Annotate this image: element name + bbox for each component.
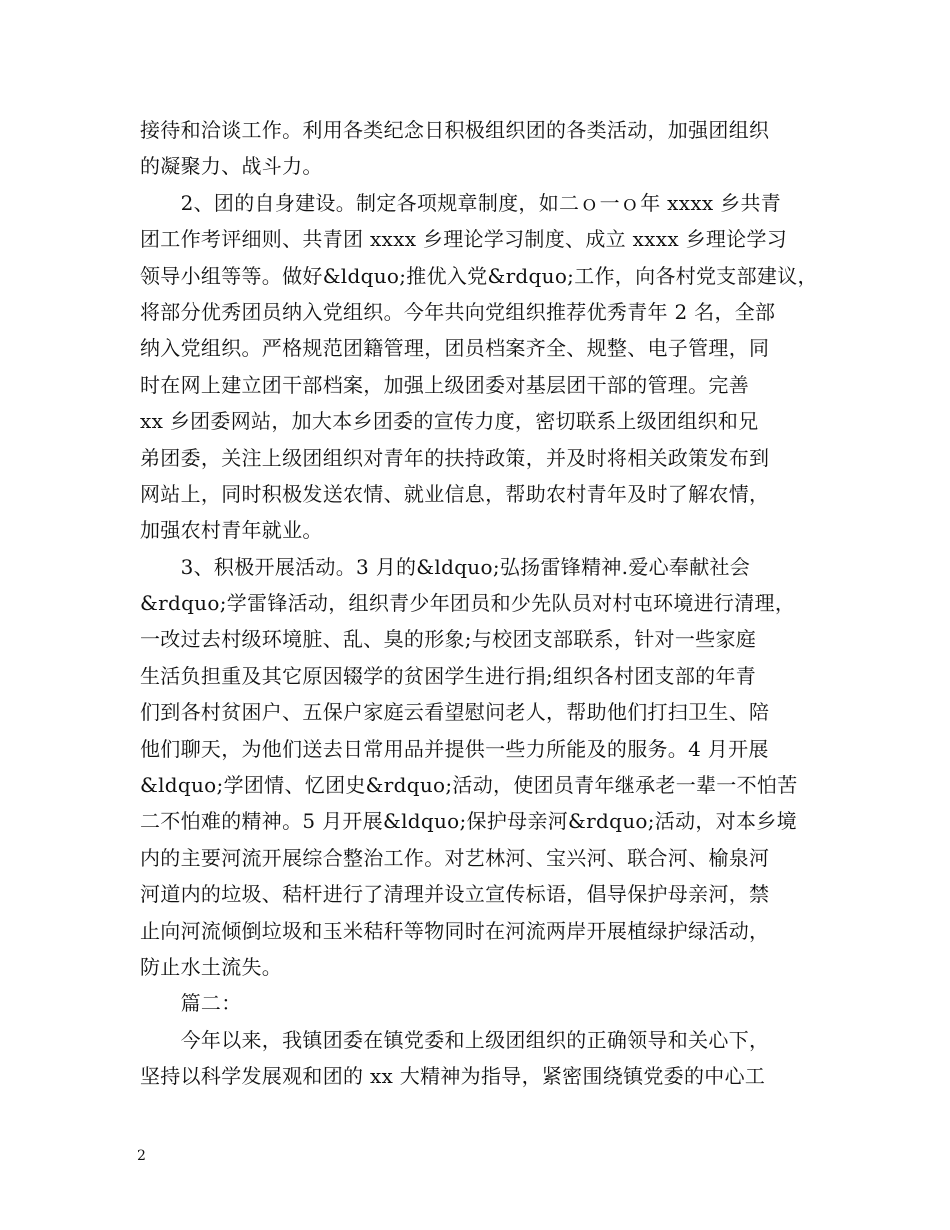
text-line: 内的主要河流开展综合整治工作。对艺林河、宝兴河、联合河、榆泉河 [140,845,770,870]
text-line: 的凝聚力、战斗力。 [140,154,323,179]
text-line: 河道内的垃圾、秸杆进行了清理并设立宣传标语，倡导保护母亲河，禁 [140,882,770,907]
text-line: 们到各村贫困户、五保户家庭云看望慰问老人，帮助他们打扫卫生、陪 [140,700,770,725]
text-line: 今年以来，我镇团委在镇党委和上级团组织的正确领导和关心下， [140,1027,770,1052]
text-line: 止向河流倾倒垃圾和玉米秸秆等物同时在河流两岸开展植绿护绿活动， [140,918,770,943]
text-line: 加强农村青年就业。 [140,518,323,543]
text-line: 2、团的自身建设。制定各项规章制度，如二ｏ一ｏ年 xxxx 乡共青 [140,190,782,215]
page-number: 2 [137,1148,146,1164]
text-line: &rdquo;学雷锋活动，组织青少年团员和少先队员对村屯环境进行清理， [140,591,796,616]
text-line: 领导小组等等。做好&ldquo;推优入党&rdquo;工作，向各村党支部建议， [140,263,818,288]
text-line: 二不怕难的精神。5 月开展&ldquo;保护母亲河&rdquo;活动，对本乡境 [140,809,797,834]
text-line: 接待和洽谈工作。利用各类纪念日积极组织团的各类活动，加强团组织 [140,118,770,142]
text-line: 生活负担重及其它原因辍学的贫困学生进行捐;组织各村团支部的年青 [140,663,757,688]
text-line: 3、积极开展活动。3 月的&ldquo;弘扬雷锋精神.爱心奉献社会 [140,554,751,579]
text-line: 防止水土流失。 [140,954,283,979]
text-line: 纳入党组织。严格规范团籍管理，团员档案齐全、规整、电子管理，同 [140,336,770,361]
text-line: 将部分优秀团员纳入党组织。今年共向党组织推荐优秀青年 2 名，全部 [140,299,776,324]
text-line: 他们聊天，为他们送去日常用品并提供一些力所能及的服务。4 月开展 [140,736,769,761]
text-line: 弟团委，关注上级团组织对青年的扶持政策，并及时将相关政策发布到 [140,445,770,470]
text-line: 一改过去村级环境脏、乱、臭的形象;与校团支部联系，针对一些家庭 [140,627,757,652]
text-line: 时在网上建立团干部档案，加强上级团委对基层团干部的管理。完善 [140,372,749,397]
text-line: 篇二： [140,991,242,1016]
text-line: 团工作考评细则、共青团 xxxx 乡理论学习制度、成立 xxxx 乡理论学习 [140,227,788,252]
text-line: 坚持以科学发展观和团的 xx 大精神为指导，紧密围绕镇党委的中心工 [140,1064,766,1089]
text-line: xx 乡团委网站，加大本乡团委的宣传力度，密切联系上级团组织和兄 [140,409,759,434]
body-text [140,112,830,1095]
text-line: 网站上，同时积极发送农情、就业信息，帮助农村青年及时了解农情， [140,481,770,506]
text-line: &ldquo;学团情、忆团史&rdquo;活动，使团员青年继承老一辈一不怕苦 [140,773,798,798]
